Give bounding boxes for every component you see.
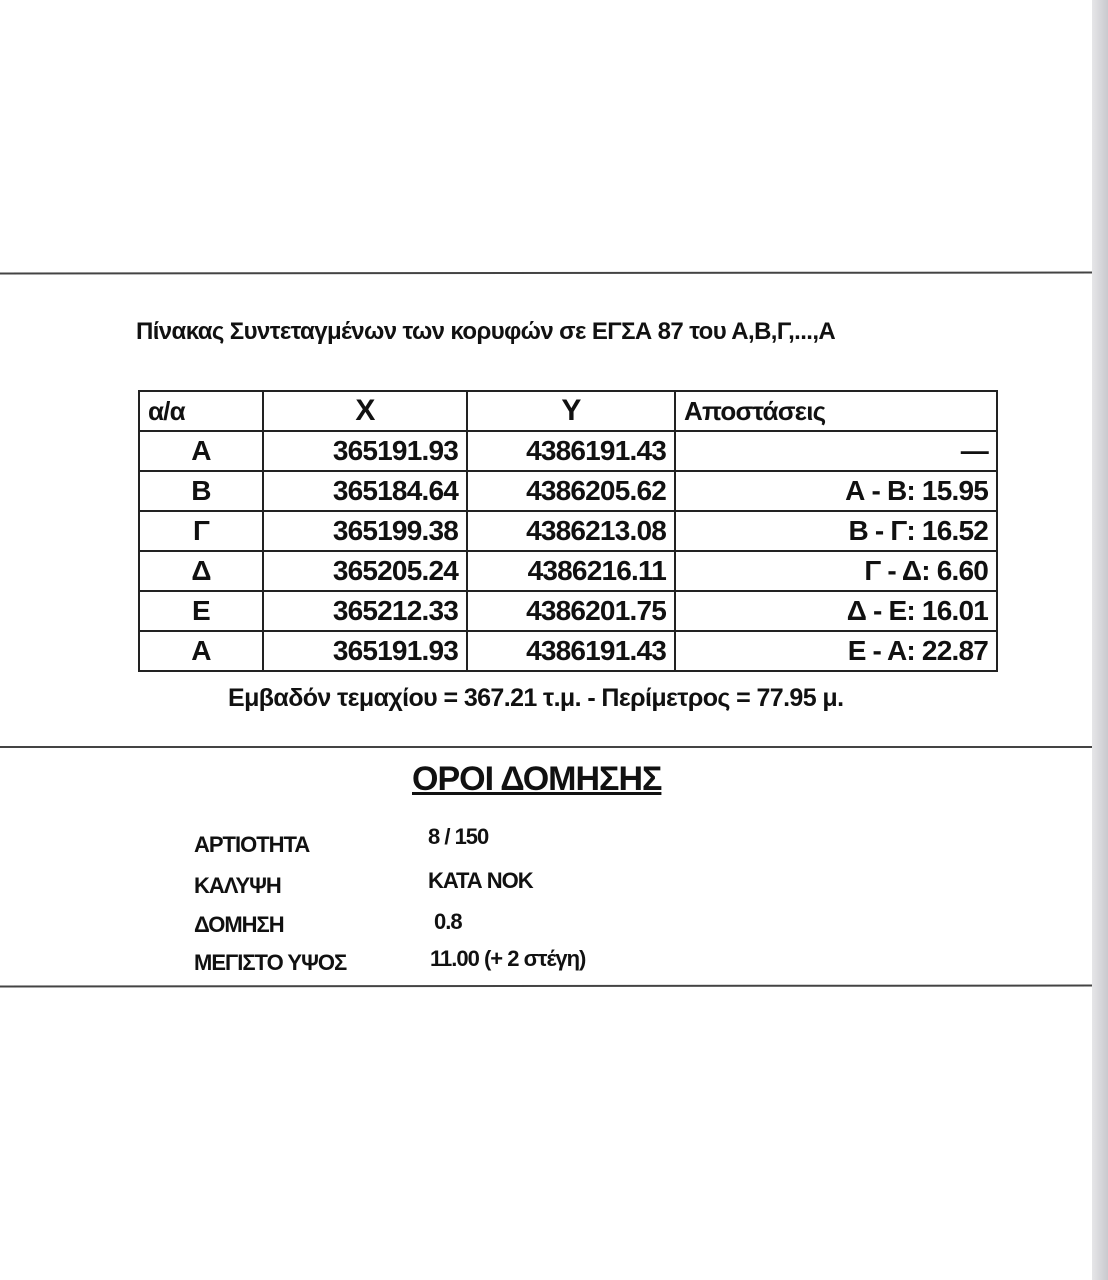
divider-line-bottom [0,985,1092,988]
term-label: ΜΕΓΙΣΤΟ ΥΨΟΣ [194,950,347,975]
cell-x: 365191.93 [263,431,467,471]
cell-distance: Α - Β: 15.95 [675,471,997,511]
term-label: ΑΡΤΙΟΤΗΤΑ [194,832,310,857]
term-label: ΔΟΜΗΣΗ [194,912,284,937]
cell-y: 4386213.08 [467,511,675,551]
cell-y: 4386205.62 [467,471,675,511]
table-row [139,431,997,471]
cell-y: 4386191.43 [467,631,675,671]
cell-y: 4386216.11 [467,551,675,591]
cell-distance: Γ - Δ: 6.60 [675,551,997,591]
cell-y: 4386191.43 [467,431,675,471]
cell-x: 365199.38 [263,511,467,551]
header-y: Υ [467,391,675,431]
table-row [139,511,997,551]
divider-line-top [0,272,1092,275]
header-distances: Αποστάσεις [675,391,997,431]
table-row [139,551,997,591]
cell-x: 365212.33 [263,591,467,631]
header-x: Χ [263,391,467,431]
coordinates-table-title: Πίνακας Συντεταγμένων των κορυφών σε ΕΓΣΑ 87 του Α,Β,Γ,...,Α [136,318,836,345]
table-row [139,471,997,511]
table-row [139,631,997,671]
header-aa: α/α [139,391,263,431]
cell-x: 365205.24 [263,551,467,591]
term-label: ΚΑΛΥΨΗ [194,873,281,898]
divider-line-middle [0,746,1092,748]
cell-distance: Β - Γ: 16.52 [675,511,997,551]
cell-aa: Α [139,631,263,671]
cell-aa: Β [139,471,263,511]
term-value: 8 / 150 [428,824,489,849]
cell-aa: Α [139,431,263,471]
building-terms-title: ΟΡΟΙ ΔΟΜΗΣΗΣ [412,760,662,798]
term-value: 11.00 (+ 2 στέγη) [430,946,586,971]
cell-distance: Ε - Α: 22.87 [675,631,997,671]
cell-distance: — [675,431,997,471]
cell-y: 4386201.75 [467,591,675,631]
term-value: 0.8 [434,909,462,934]
term-value: ΚΑΤΑ ΝΟΚ [428,868,533,893]
cell-aa: Ε [139,591,263,631]
cell-aa: Δ [139,551,263,591]
coordinates-table [138,390,998,672]
table-row [139,591,997,631]
cell-distance: Δ - Ε: 16.01 [675,591,997,631]
scan-edge-shadow [1092,0,1108,1280]
cell-x: 365191.93 [263,631,467,671]
cell-aa: Γ [139,511,263,551]
cell-x: 365184.64 [263,471,467,511]
area-perimeter-summary: Εμβαδόν τεμαχίου = 367.21 τ.μ. - Περίμετρος = 77.95 μ. [228,684,844,712]
table-header-row [139,391,997,431]
